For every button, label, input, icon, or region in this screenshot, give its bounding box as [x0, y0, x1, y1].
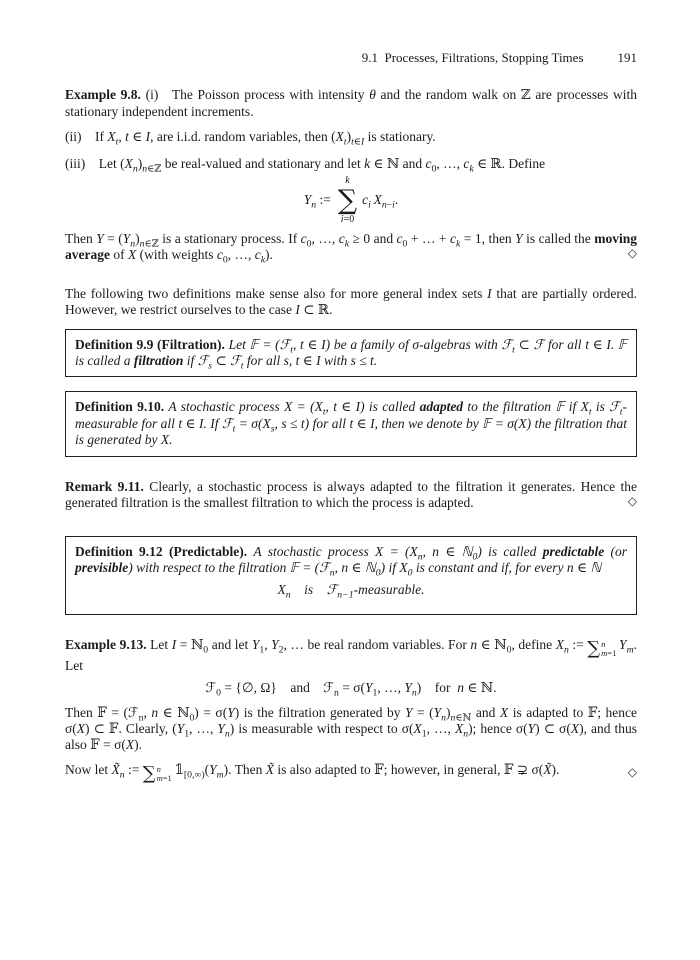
definition-9-12-box — [65, 536, 637, 615]
definition-9-12-text: Definition 9.12 (Predictable). A stochastic process $X = (X_n$, n ∈ ℕ$_0$) is called predictable (or previsible) with respect to the filtration 𝔽 = (ℱ$_n$, n ∈ ℕ$_0$) if $X_0$ is constant and if, for every n ∈ ℕ — [75, 543, 628, 579]
example-9-13-paragraph-3-text: Now let $X̃_n$ := ∑ n m=1 $𝟙_{[0,\infty)}(Y_m)$. Then X̃ is also adapted to 𝔽; however, in general, 𝔽 ⊋ σ(X̃). — [65, 761, 560, 784]
section-title: 9.1 Processes, Filtrations, Stopping Times — [361, 50, 584, 65]
example-9-8-conclusion — [65, 231, 638, 267]
sigma-symbol: ∑ — [337, 185, 358, 217]
example-9-8-conclusion-text: Then $Y = (Y_n)_{n\in ℤ}$ is a stationary process. If $c_0$, …, $c_k \ge 0$ and $c_0$ + … + $c_k = 1$, then Y is called the moving average of X (with weights $c_0$, …, $c_k$). — [65, 231, 638, 267]
example-9-13-paragraph-2: Then 𝔽 = (ℱ$_n$, n ∈ ℕ$_0$) = σ(Y) is the filtration generated by $Y = (Y_n)_{n\in ℕ}$ and X is adapted to 𝔽; hence σ(X) ⊂ 𝔽. Clearly, ($Y_1$, …, $Y_n$) is measurable with respect to $\sigma(X_1$, …, $X_n$); hence σ(Y) ⊂ σ(X), and thus also 𝔽 = σ(X). — [65, 704, 638, 753]
definition-9-9-text: Definition 9.9 (Filtration). Let 𝔽 = (ℱ$_t$, t ∈ I) be a family of σ-algebras with ℱ$_t$ ⊂ ℱ for all t ∈ I. 𝔽 is called a filtration if ℱ$_s$ ⊂ ℱ$_t$ for all s, t ∈ I with s ≤ t. — [75, 336, 628, 372]
page-number: 191 — [617, 50, 637, 65]
example-9-8-item-iii: (iii) Let $(X_n)_{n\in ℤ}$ be real-valued and stationary and let k ∈ ℕ and $c_0$, …, $c_k$ ∈ ℝ. Define — [65, 155, 546, 175]
page-header — [65, 50, 637, 66]
definition-9-9-box — [65, 329, 637, 378]
formula-rhs: $c_i$ $X_{n-i}$. — [362, 192, 399, 212]
example-9-8-item-i: Example 9.8. (i) The Poisson process with intensity θ and the random walk on ℤ are processes with stationary independent increments. — [65, 87, 637, 119]
formula-lhs: $Y_n$ := — [303, 192, 331, 212]
sum-upper-limit: k — [345, 175, 350, 187]
diamond-end-mark: ◇ — [627, 494, 637, 509]
example-9-13-paragraph-3 — [65, 762, 637, 783]
example-9-13-paragraph-1: Example 9.13. Let I = ℕ$_0$ and let $Y_1$, $Y_2$, … be real random variables. For n ∈ ℕ$_0$, define $X_n$ := ∑ n m=1 $Y_m$. Let — [65, 636, 637, 673]
remark-9-11-text: Remark 9.11. Clearly, a stochastic process is always adapted to the filtration it generates. Hence the generated filtration is the smallest filtration to which the process is adapted. — [65, 478, 637, 511]
diamond-end-mark: ◇ — [627, 246, 637, 261]
definition-9-12-equation: $X_n$ is ℱ$_{n-1}$-measurable. — [277, 582, 425, 601]
diamond-end-mark: ◇ — [627, 765, 637, 780]
moving-average-formula — [65, 176, 637, 225]
definition-9-10-box — [65, 391, 637, 456]
sum-lower-limit: i=0 — [340, 214, 355, 226]
example-9-8-item-ii: (ii) If $X_t$, t ∈ I, are i.i.d. random variables, then $(X_t)_{t\in I}$ is stationary. — [65, 129, 436, 148]
summation-operator — [338, 176, 357, 225]
definition-9-10-text: Definition 9.10. A stochastic process $X = (X_t$, t ∈ I) is called adapted to the filtration 𝔽 if $X_t$ is ℱ$_t$-measurable for all t ∈ I. If ℱ$_t$ = $\sigma(X_s$, s ≤ t) for all t ∈ I, then we denote by 𝔽 = σ(X) the filtration that is generated by X. — [75, 399, 627, 448]
example-9-13-equation: ℱ$_0$ = {∅, Ω} and ℱ$_n$ = $\sigma(Y_1$, …, $Y_n$) for n ∈ ℕ. — [205, 680, 497, 699]
remark-9-11 — [65, 479, 637, 512]
intro-paragraph: The following two definitions make sense also for more general index sets I that are partially ordered. However, we restrict ourselves to the case I ⊂ ℝ. — [65, 285, 637, 318]
